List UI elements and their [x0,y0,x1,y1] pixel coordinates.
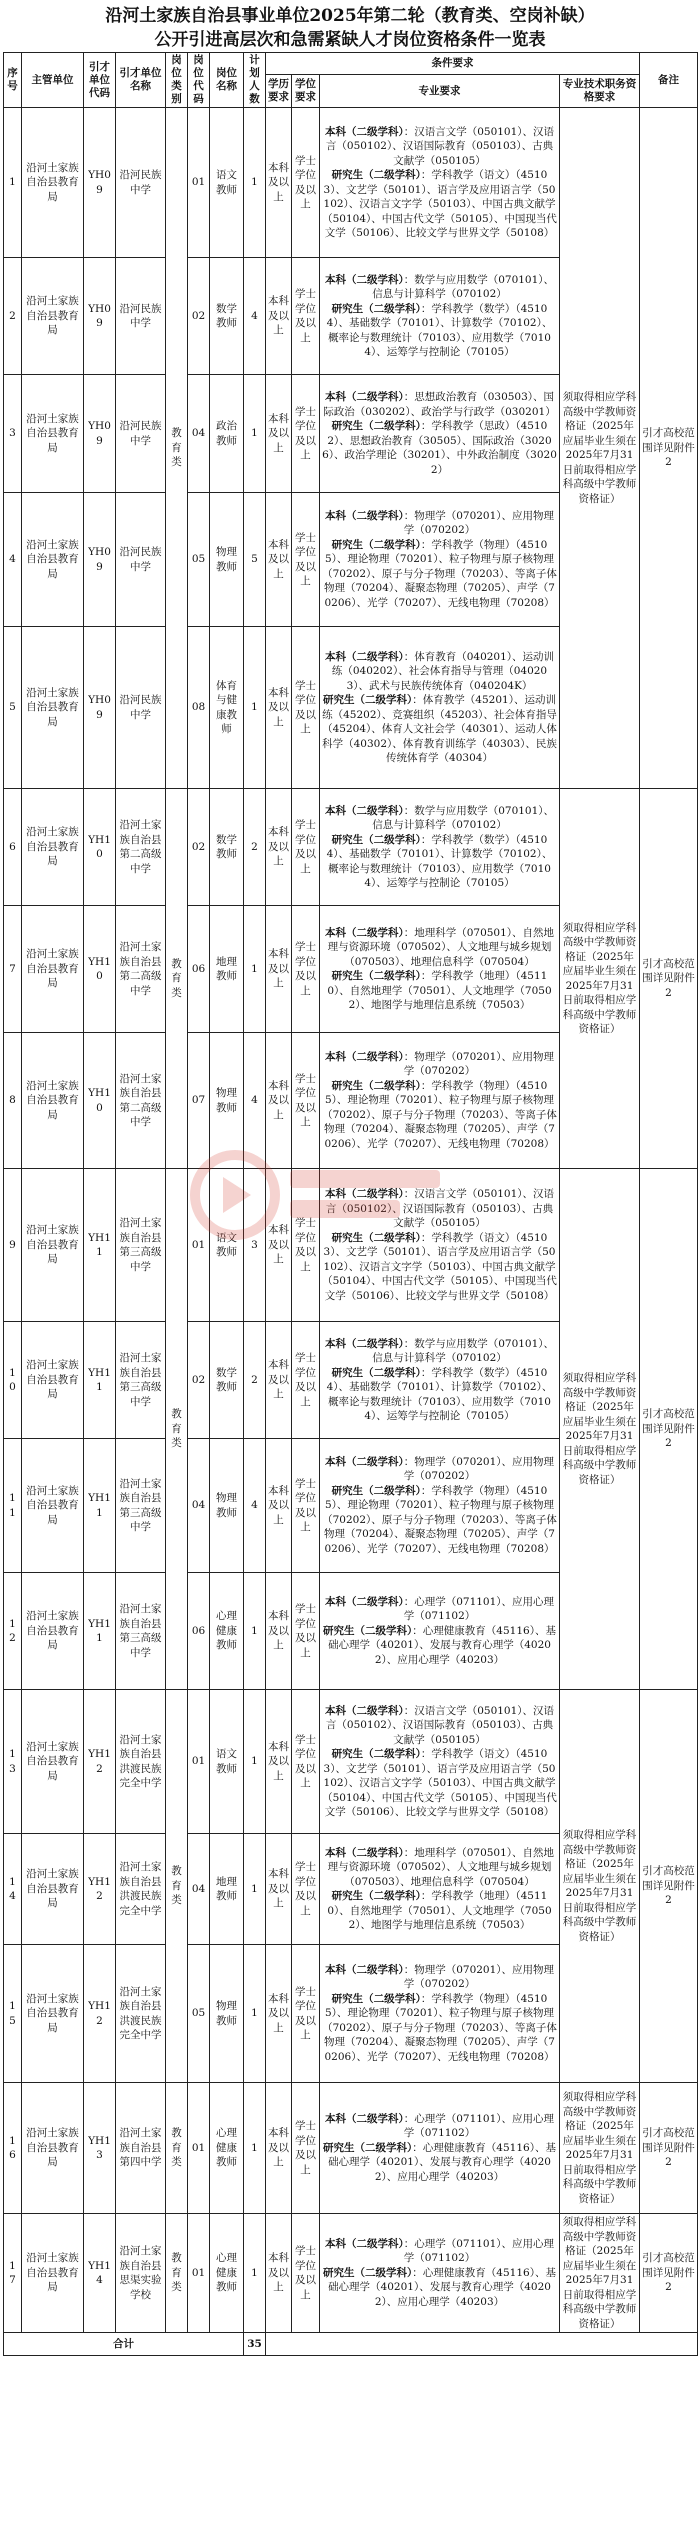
cell-unit-name: 沿河土家族自治县洪渡民族完全中学 [116,1690,166,1834]
graduate-majors: ：学科教学（数学）（45104）、基础数学（70101）、计算数学（70102）、概率论与数理统计（70103）、应用数学（70104）、运筹学与控制论（70105） [326,302,553,358]
undergrad-majors: ：心理学（071101）、应用心理学（071102） [403,2112,555,2140]
cell-education: 本科及以上 [266,906,292,1033]
undergrad-label: 本科（二级学科） [324,509,404,522]
cell-category: 教育类 [166,2083,188,2214]
table-row [4,1690,698,1834]
cell-seq: 5 [4,627,22,789]
cell-dept: 沿河土家族自治县教育局 [22,789,84,906]
cell-unit-code: YH09 [84,258,116,375]
cell-degree: 学士学位及以上 [292,493,320,627]
graduate-majors: ：学科教学（地理）（45110）、自然地理学（70501）、人文地理学（70502）、地图学与地理信息系统（70503） [327,1890,552,1931]
cell-unit-code: YH11 [84,1169,116,1322]
undergrad-majors: ：物理学（070201）、应用物理学（070202） [403,1050,555,1078]
cell-unit-code: YH10 [84,789,116,906]
title-line-1: 沿河土家族自治县事业单位2025年第二轮（教育类、空岗补缺） [105,6,595,26]
undergrad-majors: ：物理学（070201）、应用物理学（070202） [403,509,555,537]
cell-education: 本科及以上 [266,1169,292,1322]
header-seq: 序号 [4,53,22,108]
cell-post-code: 06 [188,1573,210,1690]
cell-post-code: 07 [188,1033,210,1169]
cell-post-name: 地理教师 [210,1834,244,1945]
page-title [0,0,700,52]
cell-major-requirement [320,1322,560,1439]
undergrad-majors: ：思想政治教育（030503）、国际政治（030202）、政治学与行政学（030201） [323,391,556,418]
cell-dept: 沿河土家族自治县教育局 [22,2214,84,2333]
cell-seq: 14 [4,1834,22,1945]
cell-plan-count: 4 [244,258,266,375]
header-code: 引才单位代码 [84,53,116,108]
graduate-majors: ：体育教学（45201）、运动训练（45202）、竞赛组织（45203）、社会体育指导（45204）、体育人文社会学（40301）、运动人体科学（40302）、体育教育训练学（40303）、民族传统体育学（40304） [322,694,557,764]
cell-post-name: 语文教师 [210,108,244,258]
cell-plan-count: 1 [244,1573,266,1690]
graduate-label: 研究生（二级学科） [331,1992,421,2005]
header-post-code: 岗位代码 [188,53,210,108]
cell-post-code: 01 [188,1690,210,1834]
cell-seq: 8 [4,1033,22,1169]
cell-unit-name: 沿河土家族自治县第三高级中学 [116,1573,166,1690]
cell-dept: 沿河土家族自治县教育局 [22,2083,84,2214]
requirements-table [3,52,698,2356]
cell-dept: 沿河土家族自治县教育局 [22,1573,84,1690]
undergrad-label: 本科（二级学科） [324,804,404,817]
undergrad-label: 本科（二级学科） [324,1846,404,1859]
total-blank [266,2333,698,2356]
graduate-label: 研究生（二级学科） [331,970,421,982]
undergrad-majors: ：地理科学（070501）、自然地理与资源环境（070502）、人文地理与城乡规划（070503）、地理信息科学（070504） [327,1846,555,1888]
table-body [4,108,698,2356]
cell-plan-count: 5 [244,493,266,627]
graduate-label: 研究生（二级学科） [331,1890,421,1902]
cell-unit-code: YH14 [84,2214,116,2333]
cell-seq: 17 [4,2214,22,2333]
cell-plan-count: 1 [244,1690,266,1834]
cell-education: 本科及以上 [266,789,292,906]
total-label: 合计 [4,2333,244,2356]
graduate-label: 研究生（二级学科） [331,1366,421,1379]
table-row [4,108,698,258]
graduate-majors: ：学科教学（语文）（45103）、文艺学（50101）、语言学及应用语言学（50102）、汉语言文字学（50103）、中国古典文献学（50104）、中国古代文学（50105）、中国现当代文学（50106）、比较文学与世界文学（50108） [322,169,557,239]
graduate-label: 研究生（二级学科） [331,1231,421,1244]
cell-post-name: 语文教师 [210,1169,244,1322]
cell-note: 引才高校范围详见附件2 [640,2214,698,2333]
cell-education: 本科及以上 [266,493,292,627]
cell-plan-count: 1 [244,906,266,1033]
cell-unit-name: 沿河土家族自治县第二高级中学 [116,789,166,906]
cell-unit-code: YH09 [84,627,116,789]
undergrad-majors: ：心理学（071101）、应用心理学（071102） [403,1595,555,1623]
graduate-label: 研究生（二级学科） [331,1079,421,1092]
cell-post-code: 08 [188,627,210,789]
cell-dept: 沿河土家族自治县教育局 [22,1322,84,1439]
graduate-majors: ：学科教学（语文）（45103）、文艺学（50101）、语言学及应用语言学（50102）、汉语言文字学（50103）、中国古典文献学（50104）、中国古代文学（50105）、中国现当代文学（50106）、比较文学与世界文学（50108） [322,1748,557,1818]
cell-post-code: 01 [188,108,210,258]
undergrad-majors: ：数学与应用数学（070101）、信息与计算科学（070102） [372,804,555,831]
cell-post-name: 体育与健康教师 [210,627,244,789]
cell-major-requirement [320,2083,560,2214]
graduate-label: 研究生（二级学科） [323,2266,413,2279]
header-plan-count: 计划人数 [244,53,266,108]
graduate-majors: ：心理健康教育（45116）、基础心理学（40201）、发展与教育心理学（40202）、应用心理学（40203） [328,2266,556,2308]
cell-unit-name: 沿河土家族自治县第三高级中学 [116,1322,166,1439]
cell-degree: 学士学位及以上 [292,1690,320,1834]
cell-post-code: 02 [188,1322,210,1439]
table-row [4,1169,698,1322]
cell-certificate: 须取得相应学科高级中学教师资格证（2025年应届毕业生须在2025年7月31日前取得相应学科高级中学教师资格证） [560,2214,640,2333]
cell-unit-name: 沿河土家族自治县洪渡民族完全中学 [116,1834,166,1945]
cell-post-code: 02 [188,789,210,906]
undergrad-majors: ：物理学（070201）、应用物理学（070202） [403,1455,555,1483]
cell-unit-name: 沿河土家族自治县第四中学 [116,2083,166,2214]
cell-unit-code: YH09 [84,493,116,627]
cell-major-requirement [320,1439,560,1573]
cell-major-requirement [320,375,560,493]
cell-education: 本科及以上 [266,108,292,258]
cell-certificate: 须取得相应学科高级中学教师资格证（2025年应届毕业生须在2025年7月31日前取得相应学科高级中学教师资格证） [560,2083,640,2214]
cell-degree: 学士学位及以上 [292,1033,320,1169]
cell-major-requirement [320,906,560,1033]
cell-post-name: 物理教师 [210,1439,244,1573]
cell-seq: 15 [4,1945,22,2083]
cell-education: 本科及以上 [266,1439,292,1573]
cell-plan-count: 3 [244,1169,266,1322]
cell-unit-code: YH10 [84,1033,116,1169]
cell-post-code: 02 [188,258,210,375]
cell-post-name: 物理教师 [210,1033,244,1169]
cell-post-code: 06 [188,906,210,1033]
title-line-2: 公开引进高层次和急需紧缺人才岗位资格条件一览表 [154,30,546,50]
header-post-name: 岗位名称 [210,53,244,108]
graduate-majors: ：学科教学（物理）（45105）、理论物理（70201）、粒子物理与原子核物理（70202）、原子与分子物理（70203）、等离子体物理（70204）、凝聚态物理（70205）、声学（70206）、光学（70207）、无线电物理（70208） [322,1484,557,1555]
graduate-label: 研究生（二级学科） [323,1624,413,1637]
header-unit: 引才单位名称 [116,53,166,108]
cell-dept: 沿河土家族自治县教育局 [22,906,84,1033]
cell-certificate: 须取得相应学科高级中学教师资格证（2025年应届毕业生须在2025年7月31日前取得相应学科高级中学教师资格证） [560,1690,640,2083]
cell-dept: 沿河土家族自治县教育局 [22,1834,84,1945]
cell-unit-name: 沿河土家族自治县第三高级中学 [116,1439,166,1573]
cell-major-requirement [320,1945,560,2083]
cell-category: 教育类 [166,108,188,789]
cell-unit-name: 沿河土家族自治县洪渡民族完全中学 [116,1945,166,2083]
undergrad-label: 本科（二级学科） [324,1188,404,1200]
undergrad-majors: ：地理科学（070501）、自然地理与资源环境（070502）、人文地理与城乡规划（070503）、地理信息科学（070504） [327,926,555,968]
cell-major-requirement [320,627,560,789]
cell-degree: 学士学位及以上 [292,1439,320,1573]
cell-post-name: 政治教师 [210,375,244,493]
cell-post-name: 数学教师 [210,1322,244,1439]
cell-education: 本科及以上 [266,1033,292,1169]
cell-post-name: 心理健康教师 [210,2214,244,2333]
undergrad-majors: ：心理学（071101）、应用心理学（071102） [403,2237,555,2265]
cell-dept: 沿河土家族自治县教育局 [22,627,84,789]
cell-unit-code: YH10 [84,906,116,1033]
graduate-majors: ：学科教学（地理）（45110）、自然地理学（70501）、人文地理学（70502）、地图学与地理信息系统（70503） [327,970,552,1011]
undergrad-label: 本科（二级学科） [324,1963,404,1976]
undergrad-majors: ：数学与应用数学（070101）、信息与计算科学（070102） [372,1337,555,1364]
cell-degree: 学士学位及以上 [292,2083,320,2214]
cell-post-code: 04 [188,1834,210,1945]
undergrad-label: 本科（二级学科） [324,1337,404,1350]
cell-unit-code: YH11 [84,1439,116,1573]
cell-degree: 学士学位及以上 [292,789,320,906]
cell-major-requirement [320,2214,560,2333]
cell-unit-code: YH12 [84,1945,116,2083]
cell-seq: 1 [4,108,22,258]
cell-seq: 2 [4,258,22,375]
cell-plan-count: 4 [244,1439,266,1573]
undergrad-label: 本科（二级学科） [324,2237,404,2250]
cell-dept: 沿河土家族自治县教育局 [22,493,84,627]
cell-post-name: 心理健康教师 [210,2083,244,2214]
cell-plan-count: 1 [244,2214,266,2333]
cell-seq: 4 [4,493,22,627]
graduate-label: 研究生（二级学科） [331,538,421,551]
cell-note: 引才高校范围详见附件2 [640,789,698,1169]
cell-plan-count: 2 [244,789,266,906]
graduate-label: 研究生（二级学科） [331,302,421,315]
cell-major-requirement [320,108,560,258]
undergrad-majors: ：汉语言文学（050101）、汉语言（050102）、汉语国际教育（050103）、古典文献学（050105） [325,1188,555,1229]
undergrad-label: 本科（二级学科） [324,650,404,663]
undergrad-label: 本科（二级学科） [324,391,404,403]
graduate-label: 研究生（二级学科） [331,1748,421,1760]
cell-unit-name: 沿河民族中学 [116,108,166,258]
cell-unit-name: 沿河土家族自治县第二高级中学 [116,1033,166,1169]
graduate-label: 研究生（二级学科） [323,694,413,706]
cell-major-requirement [320,1169,560,1322]
cell-plan-count: 1 [244,1834,266,1945]
cell-major-requirement [320,789,560,906]
cell-unit-code: YH11 [84,1322,116,1439]
cell-seq: 10 [4,1322,22,1439]
graduate-label: 研究生（二级学科） [331,169,421,181]
cell-seq: 12 [4,1573,22,1690]
undergrad-label: 本科（二级学科） [324,1704,404,1717]
cell-major-requirement [320,258,560,375]
cell-dept: 沿河土家族自治县教育局 [22,108,84,258]
cell-unit-name: 沿河土家族自治县思渠实验学校 [116,2214,166,2333]
graduate-majors: ：学科教学（思政）（45102）、思想政治教育（30505）、国际政治（30206）、政治学理论（30201）、中外政治制度（30202） [322,420,557,476]
cell-education: 本科及以上 [266,627,292,789]
cell-major-requirement [320,1033,560,1169]
cell-post-code: 05 [188,493,210,627]
cell-post-code: 04 [188,375,210,493]
total-row [4,2333,698,2356]
total-value: 35 [244,2333,266,2356]
cell-plan-count: 2 [244,1322,266,1439]
cell-note: 引才高校范围详见附件2 [640,1690,698,2083]
cell-plan-count: 1 [244,627,266,789]
header-education: 学历要求 [266,75,292,108]
cell-degree: 学士学位及以上 [292,627,320,789]
cell-certificate: 须取得相应学科高级中学教师资格证（2025年应届毕业生须在2025年7月31日前取得相应学科高级中学教师资格证） [560,1169,640,1690]
cell-unit-name: 沿河民族中学 [116,375,166,493]
table-row [4,2214,698,2333]
cell-unit-code: YH12 [84,1690,116,1834]
cell-education: 本科及以上 [266,375,292,493]
cell-major-requirement [320,1834,560,1945]
cell-post-name: 数学教师 [210,789,244,906]
header-degree: 学位要求 [292,75,320,108]
cell-unit-code: YH12 [84,1834,116,1945]
cell-education: 本科及以上 [266,1322,292,1439]
cell-major-requirement [320,1573,560,1690]
cell-seq: 3 [4,375,22,493]
graduate-majors: ：心理健康教育（45116）、基础心理学（40201）、发展与教育心理学（40202）、应用心理学（40203） [328,2141,556,2183]
cell-education: 本科及以上 [266,1945,292,2083]
graduate-label: 研究生（二级学科） [331,833,421,846]
cell-post-code: 01 [188,1169,210,1322]
undergrad-label: 本科（二级学科） [324,273,404,286]
cell-unit-code: YH09 [84,108,116,258]
cell-plan-count: 1 [244,1945,266,2083]
cell-category: 教育类 [166,2214,188,2333]
cell-degree: 学士学位及以上 [292,1834,320,1945]
cell-major-requirement [320,493,560,627]
cell-seq: 7 [4,906,22,1033]
cell-degree: 学士学位及以上 [292,258,320,375]
cell-degree: 学士学位及以上 [292,1169,320,1322]
cell-seq: 13 [4,1690,22,1834]
cell-seq: 6 [4,789,22,906]
cell-seq: 11 [4,1439,22,1573]
cell-seq: 9 [4,1169,22,1322]
undergrad-majors: ：数学与应用数学（070101）、信息与计算科学（070102） [372,273,555,300]
cell-degree: 学士学位及以上 [292,108,320,258]
undergrad-majors: ：物理学（070201）、应用物理学（070202） [403,1963,555,1991]
cell-degree: 学士学位及以上 [292,1573,320,1690]
cell-dept: 沿河土家族自治县教育局 [22,1169,84,1322]
graduate-majors: ：学科教学（物理）（45105）、理论物理（70201）、粒子物理与原子核物理（70202）、原子与分子物理（70203）、等离子体物理（70204）、凝聚态物理（70205）、声学（70206）、光学（70207）、无线电物理（70208） [322,538,557,609]
header-major: 专业要求 [320,75,560,108]
cell-note: 引才高校范围详见附件2 [640,2083,698,2214]
cell-degree: 学士学位及以上 [292,1945,320,2083]
cell-category: 教育类 [166,1690,188,2083]
undergrad-label: 本科（二级学科） [324,125,404,138]
cell-seq: 16 [4,2083,22,2214]
cell-category: 教育类 [166,1169,188,1690]
cell-certificate: 须取得相应学科高级中学教师资格证（2025年应届毕业生须在2025年7月31日前取得相应学科高级中学教师资格证） [560,108,640,789]
cell-post-code: 05 [188,1945,210,2083]
cell-certificate: 须取得相应学科高级中学教师资格证（2025年应届毕业生须在2025年7月31日前取得相应学科高级中学教师资格证） [560,789,640,1169]
cell-post-name: 物理教师 [210,1945,244,2083]
cell-unit-name: 沿河民族中学 [116,493,166,627]
header-dept: 主管单位 [22,53,84,108]
cell-plan-count: 1 [244,375,266,493]
cell-dept: 沿河土家族自治县教育局 [22,1439,84,1573]
graduate-majors: ：学科教学（数学）（45104）、基础数学（70101）、计算数学（70102）、概率论与数理统计（70103）、应用数学（70104）、运筹学与控制论（70105） [326,1366,553,1422]
graduate-label: 研究生（二级学科） [331,1484,421,1497]
cell-degree: 学士学位及以上 [292,906,320,1033]
graduate-majors: ：学科教学（物理）（45105）、理论物理（70201）、粒子物理与原子核物理（70202）、原子与分子物理（70203）、等离子体物理（70204）、凝聚态物理（70205）、声学（70206）、光学（70207）、无线电物理（70208） [322,1992,557,2063]
undergrad-majors: ：汉语言文学（050101）、汉语言（050102）、汉语国际教育（050103）、古典文献学（050105） [325,125,555,167]
cell-post-name: 物理教师 [210,493,244,627]
cell-plan-count: 4 [244,1033,266,1169]
cell-note: 引才高校范围详见附件2 [640,1169,698,1690]
cell-post-name: 数学教师 [210,258,244,375]
cell-unit-name: 沿河土家族自治县第二高级中学 [116,906,166,1033]
cell-education: 本科及以上 [266,258,292,375]
graduate-label: 研究生（二级学科） [323,2141,413,2154]
cell-education: 本科及以上 [266,2214,292,2333]
cell-dept: 沿河土家族自治县教育局 [22,375,84,493]
cell-education: 本科及以上 [266,2083,292,2214]
cell-degree: 学士学位及以上 [292,1322,320,1439]
cell-post-name: 地理教师 [210,906,244,1033]
cell-education: 本科及以上 [266,1573,292,1690]
cell-unit-name: 沿河民族中学 [116,627,166,789]
cell-category: 教育类 [166,789,188,1169]
header-category: 岗位类别 [166,53,188,108]
graduate-majors: ：学科教学（语文）（45103）、文艺学（50101）、语言学及应用语言学（50102）、汉语言文字学（50103）、中国古典文献学（50104）、中国古代文学（50105）、中国现当代文学（50106）、比较文学与世界文学（50108） [322,1231,557,1302]
cell-plan-count: 1 [244,2083,266,2214]
cell-dept: 沿河土家族自治县教育局 [22,1690,84,1834]
cell-unit-code: YH09 [84,375,116,493]
cell-unit-code: YH13 [84,2083,116,2214]
header-note: 备注 [640,53,698,108]
graduate-label: 研究生（二级学科） [331,420,421,432]
undergrad-label: 本科（二级学科） [324,926,404,939]
undergrad-majors: ：体育教育（040201）、运动训练（040202）、社会体育指导与管理（040203）、武术与民族传统体育（040204K） [331,650,555,692]
cell-plan-count: 1 [244,108,266,258]
cell-education: 本科及以上 [266,1690,292,1834]
cell-unit-code: YH11 [84,1573,116,1690]
graduate-majors: ：学科教学（数学）（45104）、基础数学（70101）、计算数学（70102）、概率论与数理统计（70103）、应用数学（70104）、运筹学与控制论（70105） [326,833,553,889]
undergrad-label: 本科（二级学科） [324,1050,404,1063]
undergrad-label: 本科（二级学科） [324,1455,404,1468]
header-conditions: 条件要求 [266,53,640,75]
cell-education: 本科及以上 [266,1834,292,1945]
graduate-majors: ：心理健康教育（45116）、基础心理学（40201）、发展与教育心理学（40202）、应用心理学（40203） [328,1624,556,1666]
cell-dept: 沿河土家族自治县教育局 [22,1033,84,1169]
cell-degree: 学士学位及以上 [292,2214,320,2333]
undergrad-label: 本科（二级学科） [324,1595,404,1608]
undergrad-majors: ：汉语言文学（050101）、汉语言（050102）、汉语国际教育（050103）、古典文献学（050105） [325,1704,555,1746]
cell-post-name: 心理健康教师 [210,1573,244,1690]
cell-note: 引才高校范围详见附件2 [640,108,698,789]
header-certificate: 专业技术职务资格要求 [560,75,640,108]
table-row [4,789,698,906]
cell-post-name: 语文教师 [210,1690,244,1834]
cell-post-code: 04 [188,1439,210,1573]
cell-post-code: 01 [188,2083,210,2214]
cell-unit-name: 沿河民族中学 [116,258,166,375]
table-row [4,2083,698,2214]
cell-dept: 沿河土家族自治县教育局 [22,258,84,375]
cell-major-requirement [320,1690,560,1834]
cell-post-code: 01 [188,2214,210,2333]
cell-unit-name: 沿河土家族自治县第三高级中学 [116,1169,166,1322]
undergrad-label: 本科（二级学科） [324,2112,404,2125]
cell-degree: 学士学位及以上 [292,375,320,493]
graduate-majors: ：学科教学（物理）（45105）、理论物理（70201）、粒子物理与原子核物理（70202）、原子与分子物理（70203）、等离子体物理（70204）、凝聚态物理（70205）、声学（70206）、光学（70207）、无线电物理（70208） [322,1079,557,1150]
cell-dept: 沿河土家族自治县教育局 [22,1945,84,2083]
